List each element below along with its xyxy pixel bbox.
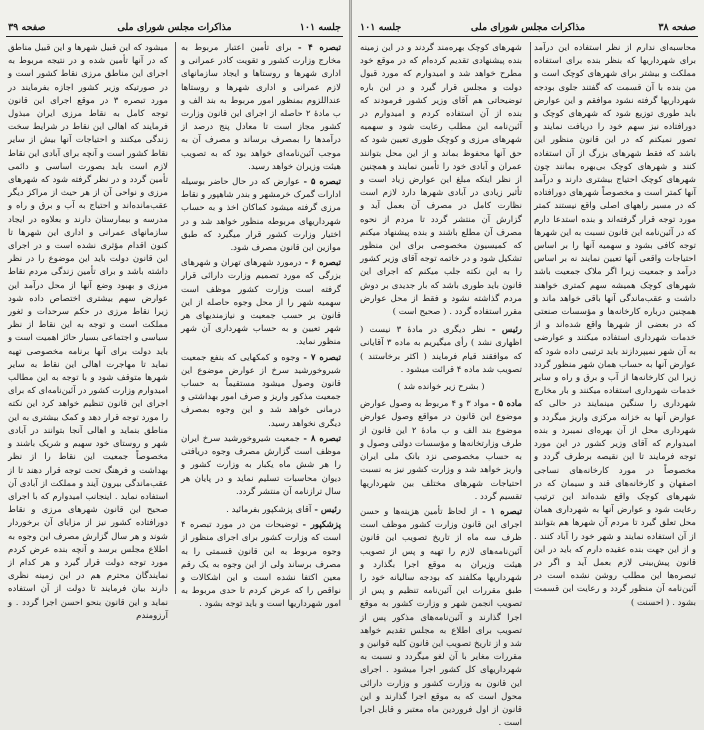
body-paragraph: شهرهای کوچک بهره‌مند گردند و در این زمینه بنده پیشنهادی تقدیم کرده‌ام که در موقع خود مطرح خواهد شد و امیدوارم که مورد قبول دولت و مجلس قرار گیرد و در این باره توضیحاتی هم آقای وزیر کشور فرمودند که بنده از آن استفاده کردم و امیدوارم در آئین‌نامه این مطلب رعایت شود و سهمیه شهرهای مرزی و کوچک طوری تعیین شود که حق آنها محفوظ بماند و از این محل بتوانند عمران و آبادی خود را تأمین نمایند و همچنین از نظر اینکه مبلغ این عوارض زیاد است و تأثیر زیادی در آبادی شهرها دارد لازم است نظارت کامل در مصرف آن بعمل آید و گزارش آن منتشر گردد تا مردم از نحوه مصرف آن مطلع باشند و بنده پیشنهاد میکنم که کمیسیون مخصوصی برای این منظور تشکیل شود و در خاتمه توجه آقای وزیر کشور را به این نکته جلب میکنم که اجرای این قانون باید طوری باشد که بار جدیدی بر دوش مردم گذاشته نشود و فقط از محل عوارض مقرر استفاده گردد . ( صحیح است )	[360, 43, 522, 318]
column-divider	[175, 42, 176, 594]
body-paragraph: محاسبه‌ای ندارم از نظر استفاده این درآمد برای شهرداریها که بنظر بنده برای استفاده مملکت و بیشتر برای شهرهای کوچک است و من بنده با آن قسمت که گفتند جلوی بودجه شهرداریها گرفته نشود موافقم و این عوارض باید طوری توزیع شود که شهرهای کوچک و دورافتاده نیز سهم خود را دریافت نمایند و تصور نمیکنم که در این قانون منظور این باشد که فقط شهرهای بزرگ از آن استفاده کنند و شهرهای کوچک بی‌بهره بمانند چون شهرهای کوچک احتیاج بیشتری دارند و درآمد آنها کمتر است و مخصوصاً شهرهای دورافتاده که در مسیر راههای اصلی واقع نیستند کمتر مورد توجه قرار گرفته‌اند و بنده استدعا دارم که در آئین‌نامه این قانون نسبت به این شهرها توجه کافی بشود و سهمیه آنها را بر اساس احتیاجات واقعی آنها تعیین نمایند نه بر اساس درآمد و جمعیت زیرا اگر ملاک جمعیت باشد شهرهای کوچک همیشه سهم کمتری خواهند داشت و عقب‌ماندگی آنها باقی خواهد ماند و همچنین درباره کارخانه‌ها و مؤسسات صنعتی که در بعضی از شهرها واقع شده‌اند و از خدمات شهرداری استفاده میکنند و عوارضی به آن شهر نمیپردازند باید ترتیبی داده شود که عوارض آنها به حساب همان شهر منظور گردد زیرا این کارخانه‌ها از آب و برق و راه و سایر خدمات شهرداری استفاده میکنند و بار مخارج شهرداری را سنگین مینمایند در حالی که عوارض آنها به خزانه مرکزی واریز میگردد و شهرداری محل از آن بهره‌ای نمیبرد و بنده امیدوارم که آقای وزیر کشور در این مورد توجه فرمایند تا این نقیصه برطرف گردد و مخصوصاً در مورد کارخانه‌های نساجی اصفهان و کارخانه‌های قند و سیمان که در شهرهای کوچک واقع شده‌اند این ترتیب رعایت شود و عوارض آنها به شهرداری همان محل تعلق گیرد تا مردم آن شهرها هم بتوانند از آن استفاده نمایند و شهر خود را آباد کنند . و از این جهت بنده عقیده دارم که باید در این قانون پیش‌بینی لازم بعمل آید و اگر در تبصره‌ها این مطلب روشن نشده است در آئین‌نامه آن منظور گردد و رعایت این قسمت بشود . ( احسنت )	[534, 43, 696, 608]
left-page-column-left	[8, 42, 168, 621]
article-paragraph: ماده ۵ - مواد ۳ و ۴ مربوط به وصول عوارض موضوع این قانون در مواقع وصول عوارض موضوع بند الف و ب مادهٔ ۲ این قانون از طرف وزارتخانه‌ها و مؤسسات دولتی وصول و به حساب مخصوصی نزد بانک ملی ایران واریز خواهد شد و وزارت کشور نیز به نسبت احتیاجات شهرهای مختلف بین شهرداریها تقسیم گردد .	[360, 399, 522, 502]
right-page-header	[358, 20, 698, 37]
page-label: صفحه ۳۹	[8, 22, 46, 33]
note-paragraph: تبصره ۶ - درمورد شهرهای تهران و شهرهای بزرگی که مورد تصمیم وزارت دارائی قرار گرفته است وزارت کشور موظف است سهمیه شهر را از محل وجوه حاصله از این قانون بر حسب جمعیت و نیازمندیهای هر شهر تعیین و به حساب شهرداری آن شهر منظور نماید.	[181, 258, 341, 348]
body-paragraph: میشود که این قبیل شهرها و این قبیل مناطق که در آنها تأمین شده و در نتیجه مربوط به اجرای این مناطق مرزی نقاط کشور است و در صورتیکه وزیر کشور اجازه بفرمایند در مورد تبصره ۳ در موقع اجرای این قانون توجه کامل به نقاط مرزی ایران مبذول فرمایند که اهالی این نقاط در شرایط سخت زندگی میکنند و احتیاجات آنها بیش از سایر نقاط کشور است و آنچه برای آبادی این نقاط لازم است باید بصورت اساسی و دائمی تأمین گردد و در نظر گرفته شود که شهرهای مرزی و نواحی آن از هر حیث از مراکز دیگر عقب‌مانده‌اند و احتیاج به آب و برق و راه و مدرسه و بیمارستان دارند و بعلاوه در ایجاد سازمانهای عمرانی و اداری این شهرها تا کنون اقدام مؤثری نشده است و در اجرای این قانون دولت باید این موضوع را در نظر داشته باشد و برای تأمین زندگی مردم نقاط مرزی و بهبود وضع آنها از محل درآمد این عوارض سهم بیشتری اختصاص داده شود زیرا نقاط مرزی در حکم سرحدات و ثغور مملکت است و توجه به این نقاط از نظر سیاسی و اجتماعی بسیار حائز اهمیت است و باید دولت برای آنها برنامه مخصوصی تهیه نماید تا مهاجرت اهالی این نقاط به سایر شهرها متوقف شود و با توجه به این مطالب امیدوارم وزارت کشور در آئین‌نامه‌ای که برای اجرای این قانون تنظیم خواهد کرد این نکته را مورد توجه قرار دهد و کمک بیشتری به این مناطق بنماید و اهالی آنجا بتوانند در آبادی شهر و روستای خود سهیم و شریک باشند و مخصوصاً جمعیت این نقاط را از نظر بهداشت و فرهنگ تحت توجه قرار دهند تا از عقب‌ماندگی بیرون آیند و مملکت از آبادی آن استفاده نماید . اینجانب امیدوارم که با اجرای صحیح این قانون شهرهای مرزی و نقاط دورافتاده کشور نیز از مزایای آن برخوردار شوند و هر سال گزارش مصرف این وجوه به اطلاع مجلس برسد و آنچه بنده عرض کردم مورد توجه دولت قرار گیرد و هر کدام از نمایندگان محترم هم در این زمینه نظری دارند بیان فرمایند تا دولت از آن استفاده نماید و این قانون بنحو احسن اجرا گردد . و آرزومندم	[8, 43, 168, 621]
article-paragraph: تبصره ۱ - از لحاظ تأمین هزینه‌ها و حسن اجرای این قانون وزارت کشور موظف است ظرف سه ماه از تاریخ تصویب این قانون آئین‌نامه‌های لازم را تهیه و پس از تصویب هیئت وزیران به موقع اجرا بگذارد و شهرداریها مکلفند که بودجه سالیانه خود را طبق مقررات این آئین‌نامه تنظیم و پس از تصویب انجمن شهر و وزارت کشور به موقع اجرا گذارند و آئین‌نامه‌های مذکور پس از تصویب برای اطلاع به مجلس تقدیم خواهد شد و از تاریخ تصویب این قانون کلیه قوانین و مقررات مغایر با آن لغو میگردد و نسبت به شهرداریهای کل کشور اجرا میشود . اجرای این قانون به وزارت کشور و وزارت دارائی محول است که به موقع اجرا گذارند و این قانون از اول فروردین ماه معتبر و قابل اجرا است .	[360, 506, 522, 729]
page-number: جلسه ۱۰۱	[299, 22, 341, 33]
right-page	[352, 0, 704, 729]
page-title: مذاکرات مجلس شورای ملی	[470, 22, 586, 33]
reading-note: ( بشرح زیر خوانده شد )	[397, 382, 485, 393]
right-page-column-right	[534, 42, 696, 608]
note-paragraph: تبصره ۸ - جمعیت شیروخورشید سرخ ایران موظف است گزارش مصرف وجوه دریافتی را هر شش ماه یکبار به وزارت کشور و دیوان محاسبات تسلیم نماید و در پایان هر سال ترازنامه آن منتشر گردد.	[181, 433, 341, 497]
speaker-line: رئیس - نظر دیگری در مادهٔ ۳ نیست ( اظهاری نشد ) رأی میگیریم به ماده ۳ آقایانی که موافقند قیام فرمایند ( اکثر برخاستند ) تصویب شد ماده ۴ قرائت میشود .	[360, 325, 523, 375]
page-number: جلسه ۱۰۱	[360, 22, 402, 33]
speaker-paragraph: پزشکپور - توضیحات من در مورد تبصره ۴ است که وزارت کشور برای اجرای منظور از وجوه مربوط به این قانون قسمتی را به مصرف برساند ولی از این وجوه به یک رقم معین اکتفا نشده است و این اشکالات و نواقص را که عرض کردم تا حدی مربوط به امور شهرداریها است و باید توجه بشود .	[181, 520, 341, 610]
left-page-header	[6, 20, 343, 37]
page-title: مذاکرات مجلس شورای ملی	[117, 22, 232, 33]
note-paragraph: تبصره ۵ - عوارض که در حال حاضر بوسیله ادارات گمرک خرمشهر و بندر شاهپور و نقاط مرزی گرفته میشود کماکان اخذ و به حساب شهرداریهای مربوطه منظور خواهد شد و در اختیار وزارت کشور قرار میگیرد که طبق موازین این قانون مصرف شود.	[181, 177, 341, 254]
speaker-line: رئیس - آقای پزشکپور بفرمائید .	[226, 504, 341, 515]
left-page	[0, 0, 349, 621]
right-page-column-left	[360, 42, 523, 729]
column-divider	[530, 42, 531, 594]
left-page-column-right	[181, 42, 342, 610]
note-paragraph: تبصره ۷ - وجوه و کمکهایی که بنفع جمعیت شیروخورشید سرخ از عوارض موضوع این قانون وصول میشود مستقیماً به حساب جمعیت مذکور واریز و صرف امور بهداشتی و درمانی خواهد شد و این وجوه بمصرف دیگری نخواهد رسید.	[181, 352, 342, 429]
note-paragraph: تبصره ۴ - برای تأمین اعتبار مربوط به مخارج وزارت کشور و تقویت کادر عمرانی و اداری شهرها و روستاها و ایجاد سازمانهای لازم عمرانی و اداری شهرها و روستاها عنداللزوم بمنظور امور مربوط به بند الف و ب مادهٔ ۲ حاصله از اجرای این قانون وزارت کشور مجاز است تا معادل پنج درصد از درآمدها را بمصرف برساند و مصرف آن به موجب آئین‌نامه‌ای خواهد بود که به تصویب هیئت وزیران خواهد رسید.	[181, 43, 342, 172]
page-label: صفحه ۳۸	[658, 22, 696, 33]
